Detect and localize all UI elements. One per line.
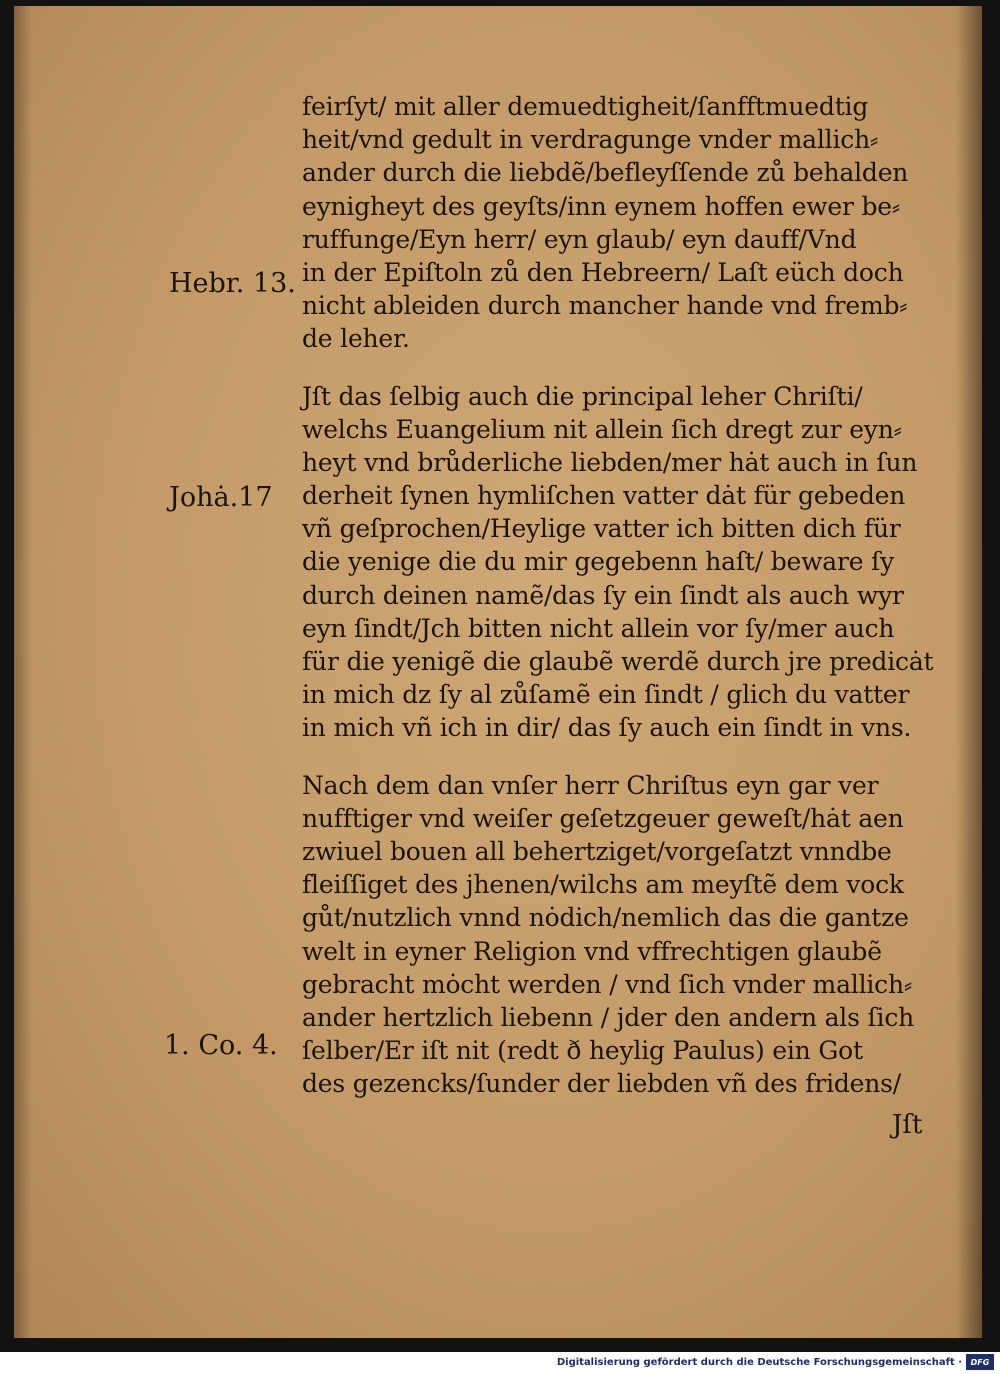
margin-note-joha: Johȧ.17 — [169, 482, 273, 513]
page-edge-shadow — [14, 6, 32, 1338]
text-line: in mich dz ſy al zůſamẽ ein ſindt / glich du vatter — [302, 680, 910, 710]
text-line: fleiſſiget des jhenen/wilchs am meyſtẽ dem vock — [302, 870, 904, 900]
paragraph-gap — [302, 356, 954, 380]
text-line: eynigheyt des geyſts/inn eynem hoffen ewer be⸗ — [302, 191, 901, 221]
text-line: welchs Euangelium nit allein ſich dregt zur eyn⸗ — [302, 414, 902, 444]
text-line: für die yenigẽ die glaubẽ werdẽ durch jre predicȧt — [302, 647, 934, 676]
text-line: feirſyt/ mit aller demuedtigheit/ſanfftmuedtig — [302, 92, 869, 121]
book-page — [14, 6, 982, 1338]
text-line: nicht ableiden durch mancher hande vnd fremb⸗ — [302, 291, 908, 321]
text-line: in der Epiſtoln zů den Hebreern/ Laſt eüch doch — [302, 257, 904, 287]
text-line: de leher. — [302, 324, 410, 354]
text-line: ander hertzlich liebenn / jder den andern als ſich — [302, 1002, 915, 1032]
margin-note-hebr: Hebr. 13. — [169, 268, 296, 299]
text-line: vñ geſprochen/Heylige vatter ich bitten dich für — [302, 514, 901, 544]
catchword: Jſt — [892, 1110, 923, 1140]
body-text — [302, 90, 954, 1100]
text-line: ſelber/Er iſt nit (redt ð heylig Paulus) ein Got — [302, 1036, 863, 1066]
page-gutter-shadow — [956, 6, 982, 1338]
text-line: eyn ſindt/Jch bitten nicht allein vor ſy/mer auch — [302, 613, 895, 643]
paragraph-gap — [302, 745, 954, 769]
text-line: in mich vñ ich in dir/ das ſy auch ein ſindt in vns. — [302, 713, 912, 743]
text-line: derheit ſynen hymliſchen vatter dȧt für gebeden — [302, 481, 906, 511]
text-line: heit/vnd gedult in verdragunge vnder mallich⸗ — [302, 125, 879, 155]
text-line: ruffunge/Eyn herr/ eyn glaub/ eyn dauff/Vnd — [302, 224, 857, 254]
text-line: nufftiger vnd weiſer geſetzgeuer geweſt/hȧt aen — [302, 803, 904, 833]
text-line: gebracht mȯcht werden / vnd ſich vnder mallich⸗ — [302, 969, 912, 999]
text-line: Nach dem dan vnſer herr Chriſtus eyn gar ver — [302, 770, 879, 800]
text-line: zwiuel bouen all behertziget/vorgeſatzt vnndbe — [302, 836, 892, 866]
text-line: heyt vnd brůderliche liebden/mer hȧt auch in ſun — [302, 447, 918, 477]
text-line: Jſt das ſelbig auch die principal leher Chriſti/ — [302, 381, 863, 411]
text-line: durch deinen namẽ/das ſy ein ſindt als auch wyr — [302, 580, 904, 610]
text-line: ander durch die liebdẽ/befleyſſende zů behalden — [302, 158, 909, 188]
digitization-footer — [557, 1353, 994, 1371]
dfg-logo-icon: DFG — [966, 1354, 994, 1370]
text-line: die yenige die du mir gegebenn haſt/ beware ſy — [302, 547, 895, 577]
text-line: des gezencks/ſunder der liebden vñ des fridens/ — [302, 1069, 902, 1099]
margin-note-cor: 1. Co. 4. — [164, 1030, 278, 1061]
footer-text: Digitalisierung gefördert durch die Deutsche Forschungsgemeinschaft · — [556, 1356, 962, 1368]
text-line: gůt/nutzlich vnnd nȯdich/nemlich das die gantze — [302, 903, 909, 933]
text-line: welt in eyner Religion vnd vffrechtigen glaubẽ — [302, 936, 882, 966]
